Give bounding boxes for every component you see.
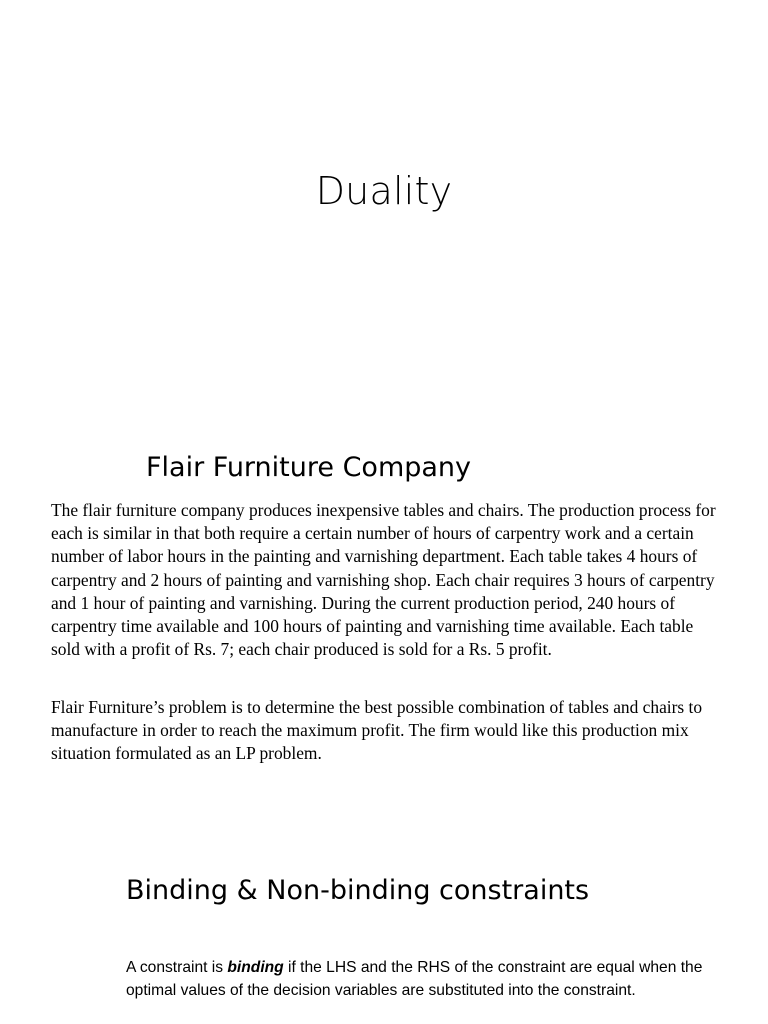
- definition-text-start: A constraint is: [126, 959, 228, 976]
- problem-description-paragraph: The flair furniture company produces inexpensive tables and chairs. The production process for each is similar in that both require a certain number of hours of carpentry work and a certain number of labor hours in the painting and varnishing department. Each table takes 4 hours of carpentry and 2 hours of painting and varnishing shop. Each chair requires 3 hours of carpentry and 1 hour of painting and varnishing. During the current production period, 240 hours of carpentry time available and 100 hours of painting and varnishing time available. Each table sold with a profit of Rs. 7; each chair produced is sold for a Rs. 5 profit.: [51, 500, 716, 660]
- section-heading: Binding & Non-binding constraints: [126, 875, 590, 906]
- section-heading: Flair Furniture Company: [146, 452, 472, 483]
- slide-title: Duality: [315, 169, 453, 213]
- binding-term: binding: [227, 959, 284, 976]
- problem-objective-paragraph: Flair Furniture’s problem is to determine the best possible combination of tables and chairs to manufacture in order to reach the maximum profit. The firm would like this production mix situation formulated as an LP problem.: [51, 697, 703, 764]
- definition-text-end: if the LHS and the RHS of the constraint are equal when the optimal values of the decision variables are substituted into the constraint.: [126, 959, 703, 999]
- binding-definition-paragraph: [126, 956, 726, 1002]
